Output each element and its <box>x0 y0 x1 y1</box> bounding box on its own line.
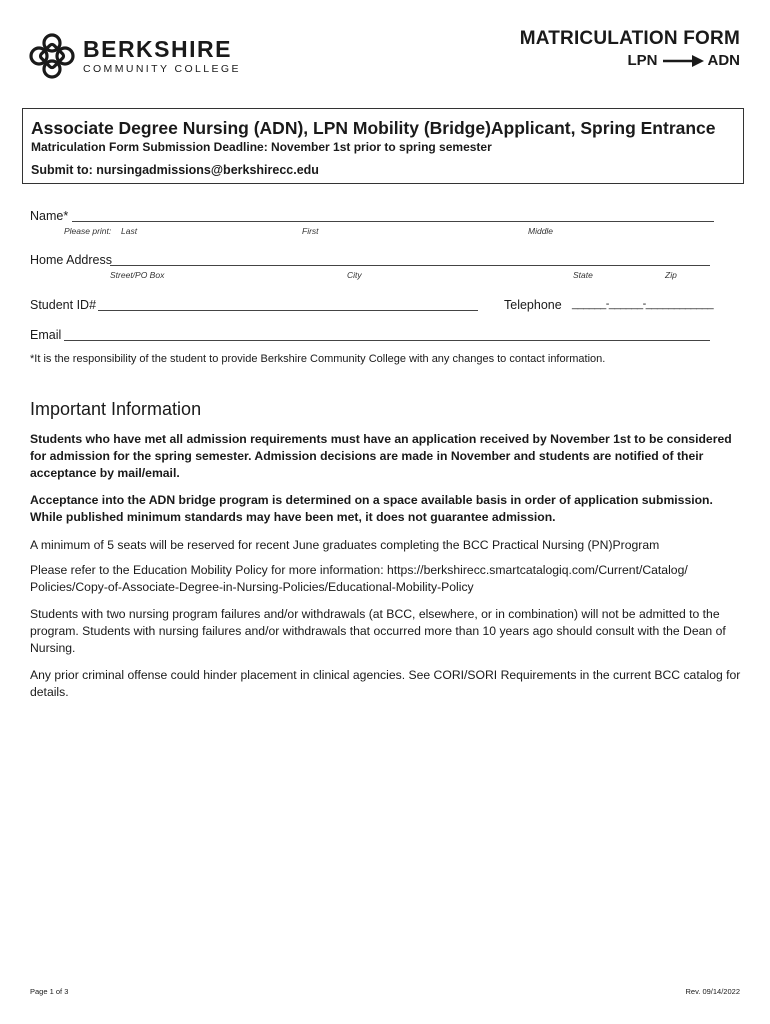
name-middle-label: Middle <box>528 226 554 236</box>
program-transition <box>520 52 740 69</box>
mobility-policy-link[interactable]: Policies/Copy-of-Associate-Degree-in-Nursing-Policies/Educational-Mobility-Policy <box>30 580 474 594</box>
submission-deadline: Matriculation Form Submission Deadline: November 1st prior to spring semester <box>31 140 492 154</box>
email-input-line[interactable] <box>64 340 710 341</box>
page-number: Page 1 of 3 <box>30 987 69 996</box>
important-information-heading: Important Information <box>30 399 202 419</box>
revision-date: Rev. 09/14/2022 <box>685 987 740 996</box>
home-address-label: Home Address <box>30 253 112 267</box>
address-city-label: City <box>347 270 362 280</box>
name-hint: Please print: <box>64 226 112 236</box>
form-title <box>520 28 740 69</box>
from-program: LPN <box>627 52 658 69</box>
address-street-label: Street/PO Box <box>110 270 165 280</box>
celtic-knot-icon <box>29 33 75 79</box>
reserved-seats-paragraph: A minimum of 5 seats will be reserved for recent June graduates completing the BCC Practical Nursing (PN)Program <box>30 538 660 552</box>
student-id-label: Student ID# <box>30 298 97 312</box>
program-failures-paragraph: Students with two nursing program failures and/or withdrawals (at BCC, elsewhere, or in combination) will not be admitted to the program. Students with nursing failures and/or withdrawals that occurred more than 10 years ago should consult with the Dean of Nursing. <box>30 607 726 655</box>
logo-subtitle: COMMUNITY COLLEGE <box>83 62 241 75</box>
email-label: Email <box>30 328 62 342</box>
logo-name: BERKSHIRE <box>83 35 232 62</box>
name-input-line[interactable] <box>72 221 714 222</box>
address-zip-label: Zip <box>665 270 677 280</box>
student-id-input-line[interactable] <box>98 310 478 311</box>
college-logo <box>29 33 249 79</box>
telephone-input-line[interactable]: ______-______-____________ <box>572 298 714 310</box>
program-header-box <box>22 108 744 184</box>
acceptance-paragraph: Acceptance into the ADN bridge program is determined on a space available basis in order of application submission. While published minimum standards may have been met, it does not guarantee admission. <box>30 493 713 524</box>
contact-responsibility-note: *It is the responsibility of the student to provide Berkshire Community College with any changes to contact information. <box>30 353 606 365</box>
form-title-text: MATRICULATION FORM <box>519 28 740 49</box>
program-title: Associate Degree Nursing (ADN), LPN Mobility (Bridge)Applicant, Spring Entrance <box>31 118 716 138</box>
arrow-right-icon <box>662 55 704 67</box>
mobility-policy-paragraph <box>30 562 742 596</box>
criminal-offense-paragraph: Any prior criminal offense could hinder placement in clinical agencies. See CORI/SORI Requirements in the current BCC catalog for details. <box>30 668 741 699</box>
telephone-label: Telephone <box>504 298 562 312</box>
address-state-label: State <box>573 270 593 280</box>
name-first-label: First <box>302 226 319 236</box>
to-program: ADN <box>707 52 740 69</box>
home-address-input-line[interactable] <box>110 265 710 266</box>
submit-to: Submit to: nursingadmissions@berkshirecc.edu <box>31 163 319 177</box>
mobility-policy-line1: Please refer to the Education Mobility Policy for more information: https://berkshirecc.smartcatalogiq.com/Current/Catalog/ <box>30 563 688 577</box>
name-label: Name* <box>30 209 69 223</box>
admission-deadline-paragraph: Students who have met all admission requirements must have an application received by November 1st to be considered for admission for the spring semester. Admission decisions are made in November and students are notified of their acceptance by mail/email. <box>30 432 732 480</box>
name-last-label: Last <box>121 226 138 236</box>
